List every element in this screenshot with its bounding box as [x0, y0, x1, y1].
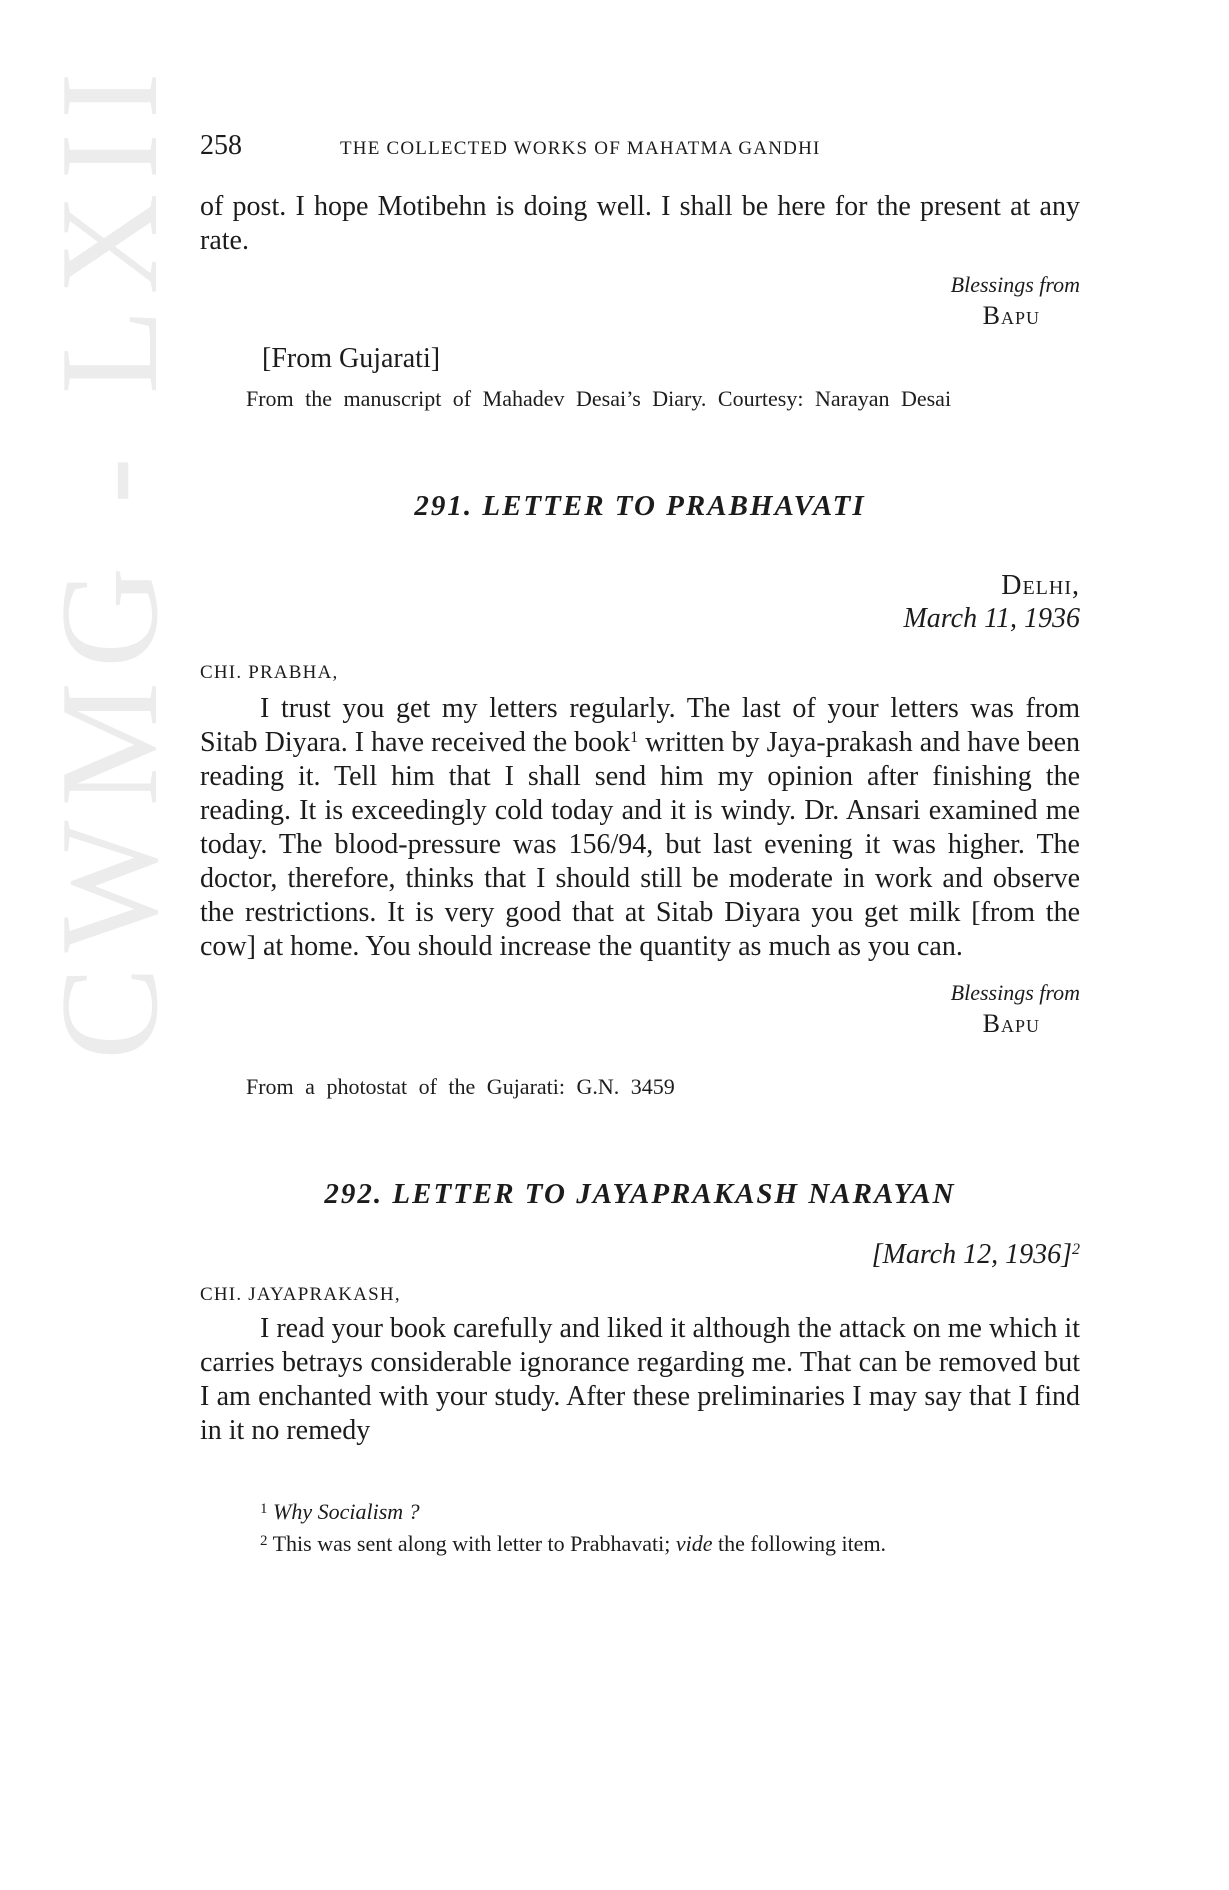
- footnote-1-text: Why Socialism ?: [273, 1499, 420, 1524]
- item-292-paragraph: I read your book carefully and liked it although the attack on me which it carries betrays considerable ignorance regarding me. That can be removed but I am enchanted with your study. After these preliminaries I may say that I find in it no remedy: [200, 1313, 1080, 1446]
- item-292-date-text: [March 12, 1936]: [871, 1239, 1072, 1270]
- item-291-title: 291. LETTER TO PRABHAVATI: [414, 490, 866, 522]
- footnote-2-number: 2: [260, 1533, 268, 1549]
- footnote-1: [260, 1496, 1080, 1528]
- item-291-source: From a photostat of the Gujarati: G.N. 3459: [246, 1074, 675, 1099]
- page-content: [200, 190, 1080, 1560]
- item-290-source-language: [From Gujarati]: [262, 343, 441, 374]
- blessing-text: Blessings from: [950, 980, 1080, 1005]
- footnote-2-text-a: This was sent along with letter to Prabhavati;: [272, 1531, 676, 1556]
- blessing-text: Blessings from: [950, 272, 1080, 297]
- page-number: 258: [200, 130, 242, 161]
- signature: Bapu: [982, 301, 1040, 330]
- footnote-ref-2: 2: [1072, 1241, 1080, 1258]
- item-292-date: [200, 1238, 1080, 1272]
- paragraph-text-before-footnote: I trust you get my letters regularly. The last of your letters was from Sitab Diyara. I have received the book: [200, 693, 1080, 758]
- watermark: CWMG - LXII: [32, 58, 187, 1060]
- item-290-source: From the manuscript of Mahadev Desai’s Diary. Courtesy: Narayan Desai: [246, 386, 952, 411]
- item-291-paragraph: [200, 692, 1080, 964]
- footnote-1-number: 1: [260, 1501, 268, 1517]
- item-290-closing-paragraph: of post. I hope Motibehn is doing well. I shall be here for the present at any rate.: [200, 191, 1080, 256]
- item-291-salutation: CHI. PRABHA,: [200, 662, 339, 683]
- signature: Bapu: [982, 1009, 1040, 1038]
- item-291-date: March 11, 1936: [903, 603, 1080, 634]
- running-title: THE COLLECTED WORKS OF MAHATMA GANDHI: [340, 138, 821, 159]
- footnote-2: [260, 1528, 1080, 1560]
- item-292-title: 292. LETTER TO JAYAPRAKASH NARAYAN: [324, 1178, 956, 1210]
- item-291-place: Delhi,: [1001, 570, 1080, 601]
- page-header: [200, 130, 1080, 162]
- footnote-2-vide: vide: [675, 1531, 713, 1556]
- footnotes: [200, 1496, 1080, 1560]
- item-292-salutation: CHI. JAYAPRAKASH,: [200, 1284, 401, 1305]
- item-291-blessing: [200, 978, 1080, 1040]
- footnote-ref-1: 1: [630, 729, 639, 746]
- paragraph-text-after-footnote: written by Jaya-prakash and have been reading it. Tell him that I shall send him my opinion after finishing the reading. It is exceedingly cold today and it is windy. Dr. Ansari examined me today. The blood-pressure was 156/94, but last evening it was higher. The doctor, therefore, thinks that I should still be moderate in work and observe the restrictions. It is very good that at Sitab Diyara you get milk [from the cow] at home. You should increase the quantity as much as you can.: [200, 727, 1080, 962]
- item-290-blessing: [200, 270, 1080, 332]
- footnote-2-text-b: the following item.: [712, 1531, 887, 1556]
